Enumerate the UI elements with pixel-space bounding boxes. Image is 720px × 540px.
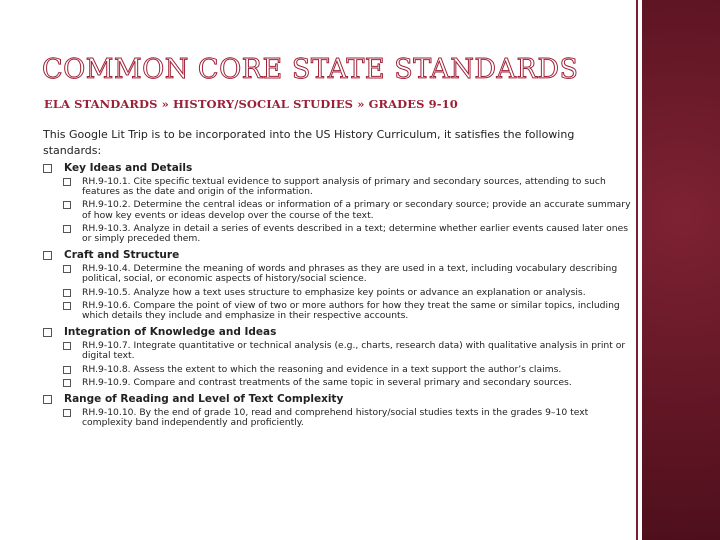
list-item — [63, 200, 633, 220]
list-item — [63, 341, 633, 361]
checkbox-bullet-icon — [63, 409, 71, 417]
section-heading — [43, 160, 633, 177]
list-item-text: RH.9-10.8. Assess the extent to which the reasoning and evidence in a text support the author’s claims. — [82, 363, 562, 375]
checkbox-bullet-icon — [63, 265, 71, 273]
list-item-text: RH.9-10.10. By the end of grade 10, read and comprehend history/social studies texts in the grades 9–10 text complexity band independently and proficiently. — [82, 407, 589, 429]
list-item-text: RH.9-10.7. Integrate quantitative or technical analysis (e.g., charts, research data) with qualitative analysis in print or digital text. — [82, 340, 626, 362]
list-item — [63, 365, 633, 375]
checkbox-bullet-icon — [63, 302, 71, 310]
checkbox-bullet-icon — [63, 201, 71, 209]
standards-list — [63, 264, 633, 321]
section-heading — [43, 391, 633, 408]
section-craft-structure — [43, 247, 633, 321]
list-item-text: RH.9-10.6. Compare the point of view of two or more authors for how they treat the same or similar topics, including which details they include and emphasize in their respective accounts. — [82, 299, 620, 322]
decorative-sidebar — [642, 0, 720, 540]
section-heading-label: Craft and Structure — [64, 249, 180, 262]
section-integration — [43, 324, 633, 388]
page-title: COMMON CORE STATE STANDARDS — [42, 54, 579, 85]
list-item-text: RH.9-10.9. Compare and contrast treatments of the same topic in several primary and secondary sources. — [82, 376, 572, 388]
standards-list — [63, 177, 633, 244]
checkbox-bullet-icon — [43, 395, 52, 404]
checkbox-bullet-icon — [63, 225, 71, 233]
standards-list — [63, 341, 633, 388]
list-item-text: RH.9-10.2. Determine the central ideas or information of a primary or secondary source; provide an accurate summary of how key events or ideas develop over the course of the text. — [82, 199, 631, 221]
page-subtitle: ELA STANDARDS » HISTORY/SOCIAL STUDIES » GRADES 9-10 — [44, 97, 458, 111]
section-range-reading — [43, 391, 633, 428]
intro-text: This Google Lit Trip is to be incorporated into the US History Curriculum, it satisfies the following standards: — [43, 128, 575, 157]
list-item-text: RH.9-10.1. Cite specific textual evidence to support analysis of primary and secondary sources, attending to such features as the date and origin of the information. — [82, 176, 606, 198]
content-body — [43, 127, 633, 431]
section-heading-label: Key Ideas and Details — [64, 162, 193, 174]
checkbox-bullet-icon — [43, 328, 52, 337]
list-item — [63, 301, 633, 321]
list-item — [63, 177, 633, 197]
section-heading-label: Integration of Knowledge and Ideas — [64, 326, 277, 339]
sidebar-divider — [636, 0, 638, 540]
checkbox-bullet-icon — [63, 379, 71, 387]
list-item — [63, 264, 633, 284]
checkbox-bullet-icon — [63, 289, 71, 297]
standards-list — [63, 408, 633, 428]
list-item — [63, 408, 633, 428]
section-key-ideas — [43, 160, 633, 244]
list-item — [63, 288, 633, 298]
section-heading — [43, 324, 633, 341]
checkbox-bullet-icon — [63, 342, 71, 350]
list-item — [63, 378, 633, 388]
checkbox-bullet-icon — [43, 251, 52, 260]
checkbox-bullet-icon — [63, 366, 71, 374]
section-heading-label: Range of Reading and Level of Text Complexity — [64, 393, 344, 406]
section-heading — [43, 247, 633, 264]
checkbox-bullet-icon — [43, 164, 52, 173]
list-item-text: RH.9-10.3. Analyze in detail a series of events described in a text; determine whether earlier events caused later ones or simply preceded them. — [82, 222, 629, 245]
list-item-text: RH.9-10.4. Determine the meaning of words and phrases as they are used in a text, including vocabulary describing political, social, or economic aspects of history/social science. — [82, 263, 618, 285]
checkbox-bullet-icon — [63, 178, 71, 186]
list-item-text: RH.9-10.5. Analyze how a text uses structure to emphasize key points or advance an explanation or analysis. — [82, 286, 586, 298]
list-item — [63, 224, 633, 244]
